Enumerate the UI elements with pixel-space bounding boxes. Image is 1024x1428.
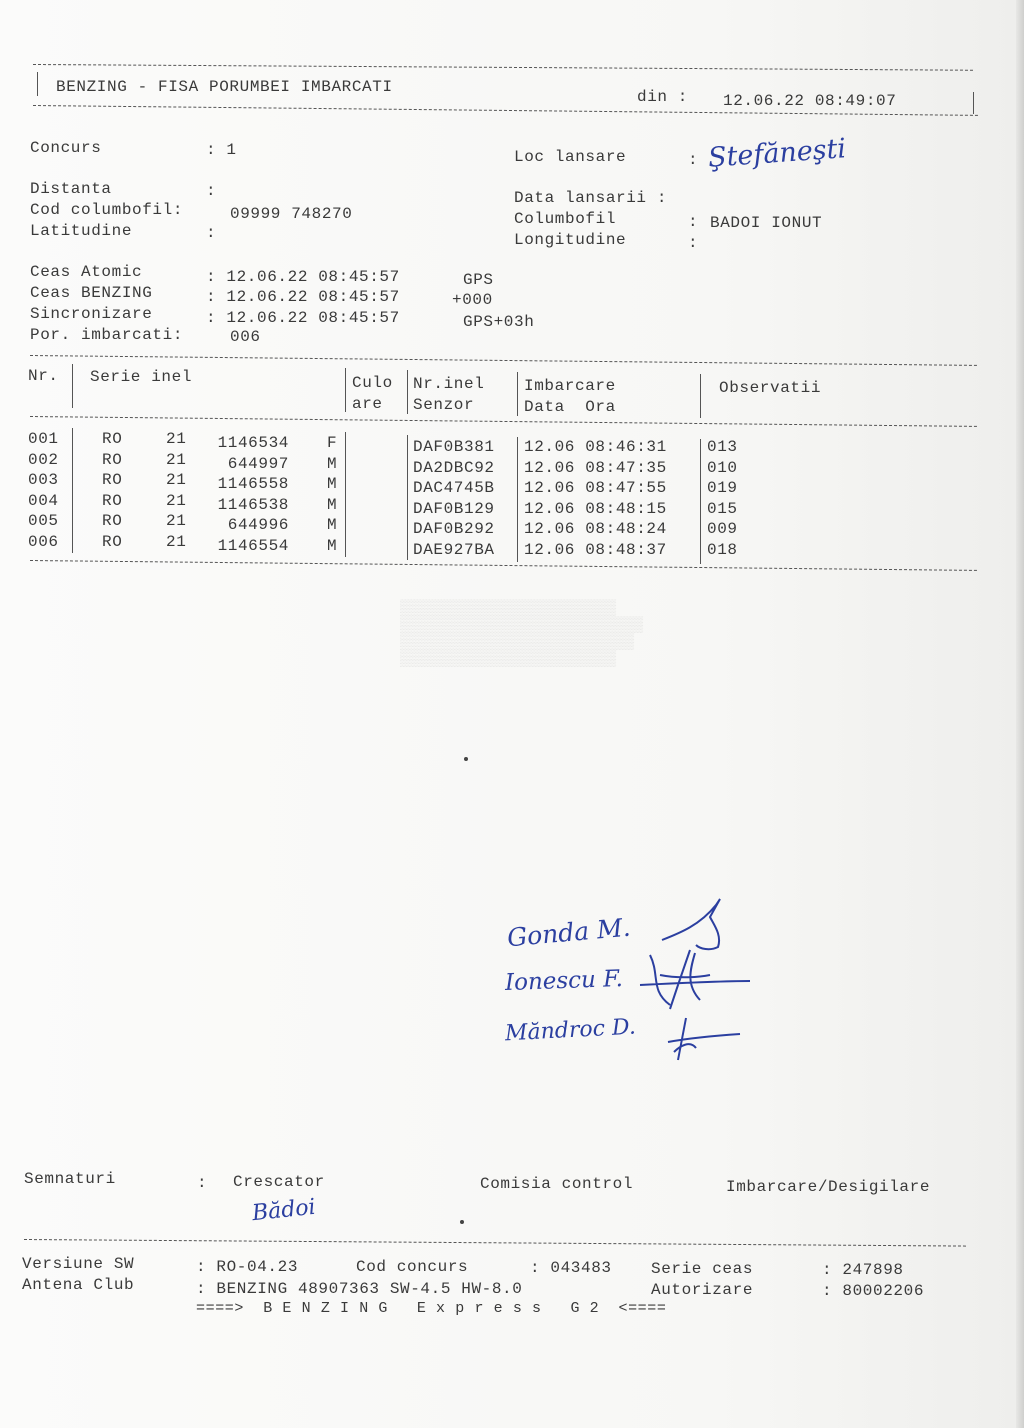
col-divider-imbarcare	[700, 374, 701, 418]
committee-signature-3: Măndroc D.	[504, 1014, 637, 1047]
versiune-sw-value: : RO-04.23	[196, 1258, 299, 1276]
porumbei-imbarcati-label: Por. imbarcati:	[30, 326, 184, 344]
latitudine-label: Latitudine	[30, 222, 133, 240]
longitudine-label: Longitudine	[514, 231, 627, 249]
cell-nr: 005	[28, 512, 59, 530]
document-title: BENZING - FISA PORUMBEI IMBARCATI	[56, 78, 393, 96]
ceas-benzing-label: Ceas BENZING	[30, 284, 153, 302]
cell-year: 21	[166, 430, 187, 448]
din-datetime: 12.06.22 08:49:07	[723, 92, 897, 110]
semnaturi-sep: :	[197, 1174, 208, 1192]
cell-sensor: DA2DBC92	[413, 458, 495, 477]
cell-ring: 644997	[227, 454, 289, 473]
concurs-value: : 1	[206, 141, 237, 159]
loc-lansare-label: Loc lansare	[514, 148, 627, 166]
serie-ceas-label: Serie ceas	[651, 1260, 754, 1278]
din-label: din :	[637, 88, 689, 106]
cell-datetime: 12.06 08:48:24	[524, 520, 667, 538]
col-divider-senzor-body	[517, 437, 518, 562]
paper-edge-shadow	[1016, 0, 1024, 1428]
cell-sex: M	[327, 475, 338, 493]
versiune-sw-label: Versiune SW	[22, 1255, 135, 1273]
serie-ceas-value: : 247898	[822, 1261, 904, 1279]
cell-country: RO	[102, 532, 123, 551]
cell-nr: 004	[28, 491, 59, 510]
header-nr-inel: Nr.inel	[413, 375, 485, 393]
sincronizare-label: Sincronizare	[30, 305, 153, 323]
crescator-signature: Bădoi	[250, 1194, 317, 1227]
longitudine-sep: :	[688, 234, 699, 252]
header-right-border	[973, 92, 974, 114]
cod-columbofil-value: 09999 748270	[230, 205, 353, 223]
cell-country: RO	[102, 491, 123, 510]
loc-lansare-sep: :	[688, 151, 699, 169]
col-divider-senzor	[517, 372, 518, 416]
porumbei-imbarcati-value: 006	[230, 328, 261, 346]
table-bottom-rule	[30, 560, 977, 571]
cell-obs: 009	[707, 520, 738, 538]
committee-scribble-3	[660, 1010, 750, 1070]
comisia-control-label: Comisia control	[480, 1175, 634, 1193]
ink-speck-2	[460, 1220, 464, 1224]
cell-sex: M	[327, 495, 338, 514]
col-divider-imbarcare-body	[700, 439, 701, 564]
cell-year: 21	[166, 512, 187, 530]
antena-club-value: : BENZING 48907363 SW-4.5 HW-8.0	[196, 1280, 523, 1298]
header-left-border	[37, 72, 38, 96]
ceas-atomic-source: GPS	[463, 271, 494, 289]
header-data-ora: Data Ora	[524, 398, 616, 416]
cell-nr: 001	[28, 430, 59, 448]
concurs-label: Concurs	[30, 139, 102, 157]
col-divider-serie-body	[345, 432, 346, 557]
cell-sensor: DAE927BA	[413, 540, 495, 559]
columbofil-label: Columbofil	[514, 210, 617, 228]
imbarcare-desigilare-label: Imbarcare/Desigilare	[726, 1178, 931, 1196]
cell-country: RO	[102, 471, 123, 489]
header-culoare-2: are	[352, 395, 383, 413]
semnaturi-label: Semnaturi	[24, 1170, 116, 1188]
cod-concurs-label: Cod concurs	[356, 1258, 469, 1276]
autorizare-value: : 80002206	[822, 1282, 925, 1300]
cell-obs: 013	[707, 438, 738, 456]
ink-speck	[464, 757, 468, 761]
table-top-rule	[30, 355, 977, 366]
cell-sensor: DAC4745B	[413, 479, 495, 497]
cell-year: 21	[166, 450, 187, 469]
cell-ring: 1146534	[217, 434, 289, 452]
distanta-label: Distanta	[30, 180, 112, 198]
cell-nr: 006	[28, 532, 59, 551]
footer-rule	[24, 1239, 966, 1247]
committee-signature-2: Ionescu F.	[504, 965, 624, 997]
cell-ring: 1146554	[217, 536, 289, 555]
header-serie-inel: Serie inel	[90, 368, 193, 386]
col-divider-nr	[72, 364, 73, 408]
latitudine-sep: :	[206, 224, 217, 242]
cell-obs: 010	[707, 458, 738, 477]
header-nr: Nr.	[28, 367, 59, 385]
header-culoare-1: Culo	[352, 374, 393, 392]
cell-sex: M	[327, 536, 338, 555]
cell-nr: 002	[28, 450, 59, 469]
columbofil-value: BADOI IONUT	[710, 214, 823, 232]
cell-datetime: 12.06 08:47:55	[524, 479, 667, 497]
ceas-benzing-offset: +000	[452, 291, 493, 309]
cell-sensor: DAF0B129	[413, 499, 495, 518]
ceas-atomic-value: : 12.06.22 08:45:57	[206, 268, 400, 286]
committee-scribble-2	[640, 945, 750, 1015]
cell-datetime: 12.06 08:46:31	[524, 438, 667, 456]
committee-signature-1: Gonda M.	[505, 912, 632, 953]
col-divider-serie	[345, 368, 346, 412]
columbofil-sep: :	[688, 213, 699, 231]
data-lansarii-label: Data lansarii :	[514, 189, 668, 207]
col-divider-nr-body	[72, 428, 73, 553]
show-through-ghost: ▒▒▒▒▒▒▒▒▒▒▒▒▒▒▒▒▒▒▒▒▒▒▒▒ ▒▒▒▒▒▒▒▒▒▒▒▒▒▒▒▒▒▒▒▒▒▒▒▒▒▒▒ ▒▒▒▒▒▒▒▒▒▒▒▒▒▒▒▒▒▒▒▒▒▒▒▒▒▒ ▒▒▒▒▒▒▒▒▒▒▒▒▒▒▒▒▒▒▒▒▒▒▒▒	[400, 600, 644, 668]
cell-sensor: DAF0B292	[413, 520, 495, 538]
cell-obs: 015	[707, 499, 738, 518]
header-top-rule	[33, 64, 973, 71]
cell-country: RO	[102, 430, 123, 448]
cell-ring: 1146538	[217, 495, 289, 514]
header-senzor: Senzor	[413, 396, 475, 414]
cell-obs: 019	[707, 479, 738, 497]
cell-sensor: DAF0B381	[413, 438, 495, 456]
crescator-label: Crescator	[233, 1173, 325, 1191]
sincronizare-tz: GPS+03h	[463, 313, 535, 331]
antena-club-label: Antena Club	[22, 1276, 135, 1294]
col-divider-culoare	[407, 370, 408, 414]
cell-ring: 644996	[227, 516, 289, 534]
cell-sex: M	[327, 454, 338, 473]
ceas-benzing-value: : 12.06.22 08:45:57	[206, 288, 400, 306]
cod-columbofil-label: Cod columbofil:	[30, 201, 184, 219]
cell-year: 21	[166, 532, 187, 551]
cod-concurs-value: : 043483	[530, 1259, 612, 1277]
cell-obs: 018	[707, 540, 738, 559]
sincronizare-value: : 12.06.22 08:45:57	[206, 309, 400, 327]
cell-year: 21	[166, 471, 187, 489]
header-imbarcare: Imbarcare	[524, 377, 616, 395]
loc-lansare-handwritten: Ştefăneşti	[707, 133, 848, 174]
cell-sex: F	[327, 434, 338, 452]
ceas-atomic-label: Ceas Atomic	[30, 263, 143, 281]
cell-year: 21	[166, 491, 187, 510]
table-header-rule	[30, 416, 977, 427]
cell-datetime: 12.06 08:47:35	[524, 458, 667, 477]
cell-country: RO	[102, 512, 123, 530]
cell-datetime: 12.06 08:48:15	[524, 499, 667, 518]
cell-country: RO	[102, 450, 123, 469]
distanta-sep: :	[206, 182, 217, 200]
cell-datetime: 12.06 08:48:37	[524, 540, 667, 559]
col-divider-culoare-body	[407, 435, 408, 560]
cell-sex: M	[327, 516, 338, 534]
cell-nr: 003	[28, 471, 59, 489]
autorizare-label: Autorizare	[651, 1281, 754, 1299]
header-observatii: Observatii	[719, 379, 822, 397]
cell-ring: 1146558	[217, 475, 289, 493]
benzing-express-banner: ====> B E N Z I N G E x p r e s s G 2 <====	[196, 1300, 667, 1317]
